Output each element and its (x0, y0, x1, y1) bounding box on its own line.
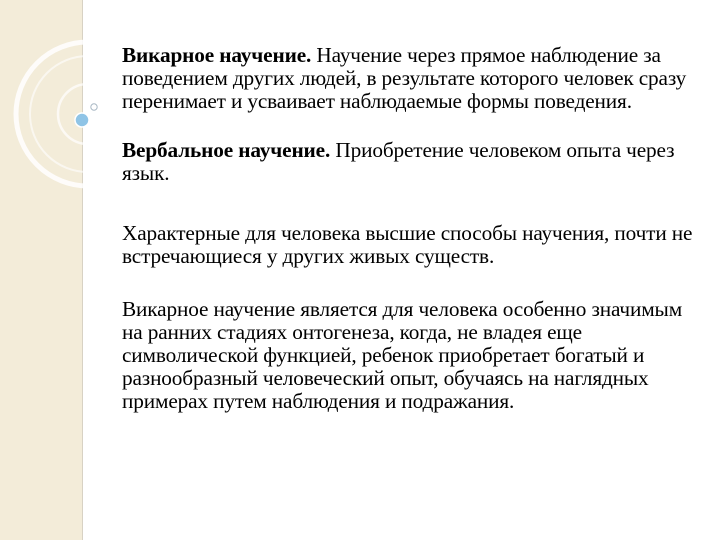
paragraph-vicarious-ontogenesis (122, 298, 697, 413)
term-vicarious-learning: Викарное научение. (122, 43, 312, 67)
small-circle-shape (91, 104, 97, 110)
definition-verbal-learning: Приобретение человеком опыта через язык. (122, 138, 675, 185)
text-content (122, 44, 697, 439)
blue-dot-shape (75, 113, 89, 127)
text-higher-methods: Характерные для человека высшие способы научения, почти не встречающиеся у других живых существ. (122, 221, 693, 268)
paragraph-verbal-learning (122, 139, 697, 185)
text-vicarious-ontogenesis: Викарное научение является для человека особенно значимым на ранних стадиях онтогенеза, когда, не владея еще символической функцией, ребенок приобретает богатый и разнообразный человеческий опыт, обучаясь на наглядных примерах путем наблюдения и подражания. (122, 297, 683, 413)
decorative-rings (0, 0, 140, 240)
definition-vicarious-learning: Научение через прямое наблюдение за поведением других людей, в результате которого человек сразу перенимает и усваивает наблюдаемые формы поведения. (122, 43, 687, 113)
paragraph-higher-methods (122, 222, 697, 268)
small-ring-shape (58, 84, 118, 144)
paragraph-vicarious-learning (122, 44, 697, 113)
term-verbal-learning: Вербальное научение. (122, 138, 331, 162)
